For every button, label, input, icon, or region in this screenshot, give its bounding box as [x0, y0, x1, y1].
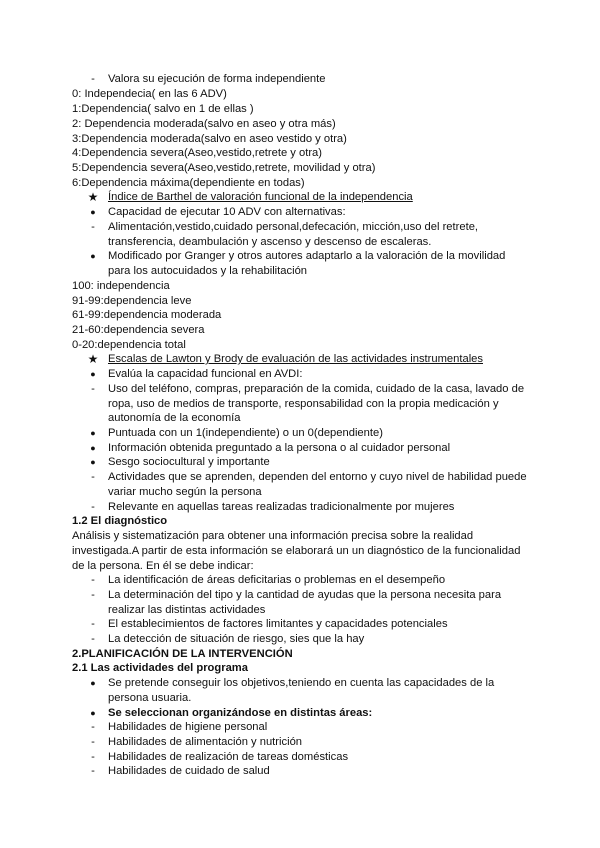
list-item: Sesgo sociocultural y importante: [108, 456, 270, 468]
list-item: Habilidades de realización de tareas domésticas: [108, 751, 349, 763]
list-item: Se pretende conseguir los objetivos,teniendo en cuenta las capacidades de la: [108, 677, 495, 689]
section-heading-barthel: Índice de Barthel de valoración funcional de la independencia: [108, 191, 413, 203]
dash-marker: -: [91, 721, 95, 733]
list-item-continuation: variar mucho según la persona: [108, 486, 262, 498]
paragraph-line: de la persona. En él se debe indicar:: [72, 560, 254, 572]
star-icon: ★: [87, 352, 99, 366]
text-line: 91-99:dependencia leve: [72, 295, 192, 307]
list-item: El establecimientos de factores limitantes y capacidades potenciales: [108, 618, 448, 630]
bullet-icon: ●: [90, 428, 96, 438]
list-item: Uso del teléfono, compras, preparación de la comida, cuidado de la casa, lavado de: [108, 383, 525, 395]
dash-marker: -: [91, 383, 95, 395]
list-item: La determinación del tipo y la cantidad de ayudas que la persona necesita para: [108, 589, 502, 601]
text-line: 6:Dependencia máxima(dependiente en todas): [72, 177, 305, 189]
list-item-continuation: transferencia, deambulación y ascenso y descenso de escaleras.: [108, 236, 432, 248]
subsection-heading-actividades: 2.1 Las actividades del programa: [72, 662, 248, 674]
dash-marker: -: [91, 618, 95, 630]
dash-marker: -: [91, 471, 95, 483]
section-heading-planificacion: 2.PLANIFICACIÓN DE LA INTERVENCIÓN: [72, 648, 293, 660]
section-heading-lawton: Escalas de Lawton y Brody de evaluación de las actividades instrumentales: [108, 353, 483, 365]
text-line: 100: independencia: [72, 280, 170, 292]
dash-marker: -: [91, 765, 95, 777]
text-line: 0-20:dependencia total: [72, 339, 186, 351]
bullet-icon: ●: [90, 251, 96, 261]
star-icon: ★: [87, 190, 99, 204]
list-item: Capacidad de ejecutar 10 ADV con alternativas:: [108, 206, 346, 218]
dash-marker: -: [91, 736, 95, 748]
text-line: 3:Dependencia moderada(salvo en aseo vestido y otra): [72, 133, 347, 145]
list-item: Puntuada con un 1(independiente) o un 0(dependiente): [108, 427, 383, 439]
list-item: Habilidades de cuidado de salud: [108, 765, 270, 777]
text-line: 4:Dependencia severa(Aseo,vestido,retrete y otra): [72, 147, 322, 159]
dash-marker: -: [91, 73, 95, 85]
text-line: 1:Dependencia( salvo en 1 de ellas ): [72, 103, 254, 115]
text-line: 61-99:dependencia moderada: [72, 309, 222, 321]
section-heading-diagnostico: 1.2 El diagnóstico: [72, 515, 168, 527]
list-item-continuation: ropa, uso de medios de transporte, responsabilidad con la propia medicación y: [108, 398, 499, 410]
dash-marker: -: [91, 633, 95, 645]
bullet-icon: ●: [90, 443, 96, 453]
dash-marker: -: [91, 589, 95, 601]
text-line: 5:Dependencia severa(Aseo,vestido,retrete, movilidad y otra): [72, 162, 376, 174]
text-line: 0: Independecia( en las 6 ADV): [72, 88, 227, 100]
list-item-continuation: persona usuaria.: [108, 692, 192, 704]
list-item: Habilidades de higiene personal: [108, 721, 268, 733]
dash-marker: -: [91, 501, 95, 513]
paragraph-line: investigada.A partir de esta información se elaborará un un diagnóstico de la funcionalidad: [72, 545, 521, 557]
list-item: Evalúa la capacidad funcional en AVDI:: [108, 368, 303, 380]
bullet-icon: ●: [90, 457, 96, 467]
list-item: Habilidades de alimentación y nutrición: [108, 736, 303, 748]
list-item: Alimentación,vestido,cuidado personal,defecación, micción,uso del retrete,: [108, 221, 479, 233]
bullet-icon: ●: [90, 708, 96, 718]
list-item: Modificado por Granger y otros autores adaptarlo a la valoración de la movilidad: [108, 250, 506, 262]
list-item: La detección de situación de riesgo, sies que la hay: [108, 633, 365, 645]
list-item: Información obtenida preguntado a la persona o al cuidador personal: [108, 442, 451, 454]
text-line: 2: Dependencia moderada(salvo en aseo y otra más): [72, 118, 336, 130]
bullet-icon: ●: [90, 369, 96, 379]
list-item-continuation: realizar las distintas actividades: [108, 604, 266, 616]
list-item-continuation: para los autocuidados y la rehabilitación: [108, 265, 308, 277]
list-item: Relevante en aquellas tareas realizadas tradicionalmente por mujeres: [108, 501, 455, 513]
bullet-icon: ●: [90, 207, 96, 217]
list-item-bold: Se seleccionan organizándose en distintas áreas:: [108, 707, 373, 719]
paragraph-line: Análisis y sistematización para obtener una información precisa sobre la realidad: [72, 530, 474, 542]
dash-marker: -: [91, 574, 95, 586]
dash-marker: -: [91, 221, 95, 233]
bullet-icon: ●: [90, 678, 96, 688]
list-item-continuation: autonomía de la economía: [108, 412, 241, 424]
list-item: Valora su ejecución de forma independiente: [108, 73, 326, 85]
dash-marker: -: [91, 751, 95, 763]
text-line: 21-60:dependencia severa: [72, 324, 205, 336]
list-item: Actividades que se aprenden, dependen del entorno y cuyo nivel de habilidad puede: [108, 471, 527, 483]
list-item: La identificación de áreas deficitarias o problemas en el desempeño: [108, 574, 446, 586]
